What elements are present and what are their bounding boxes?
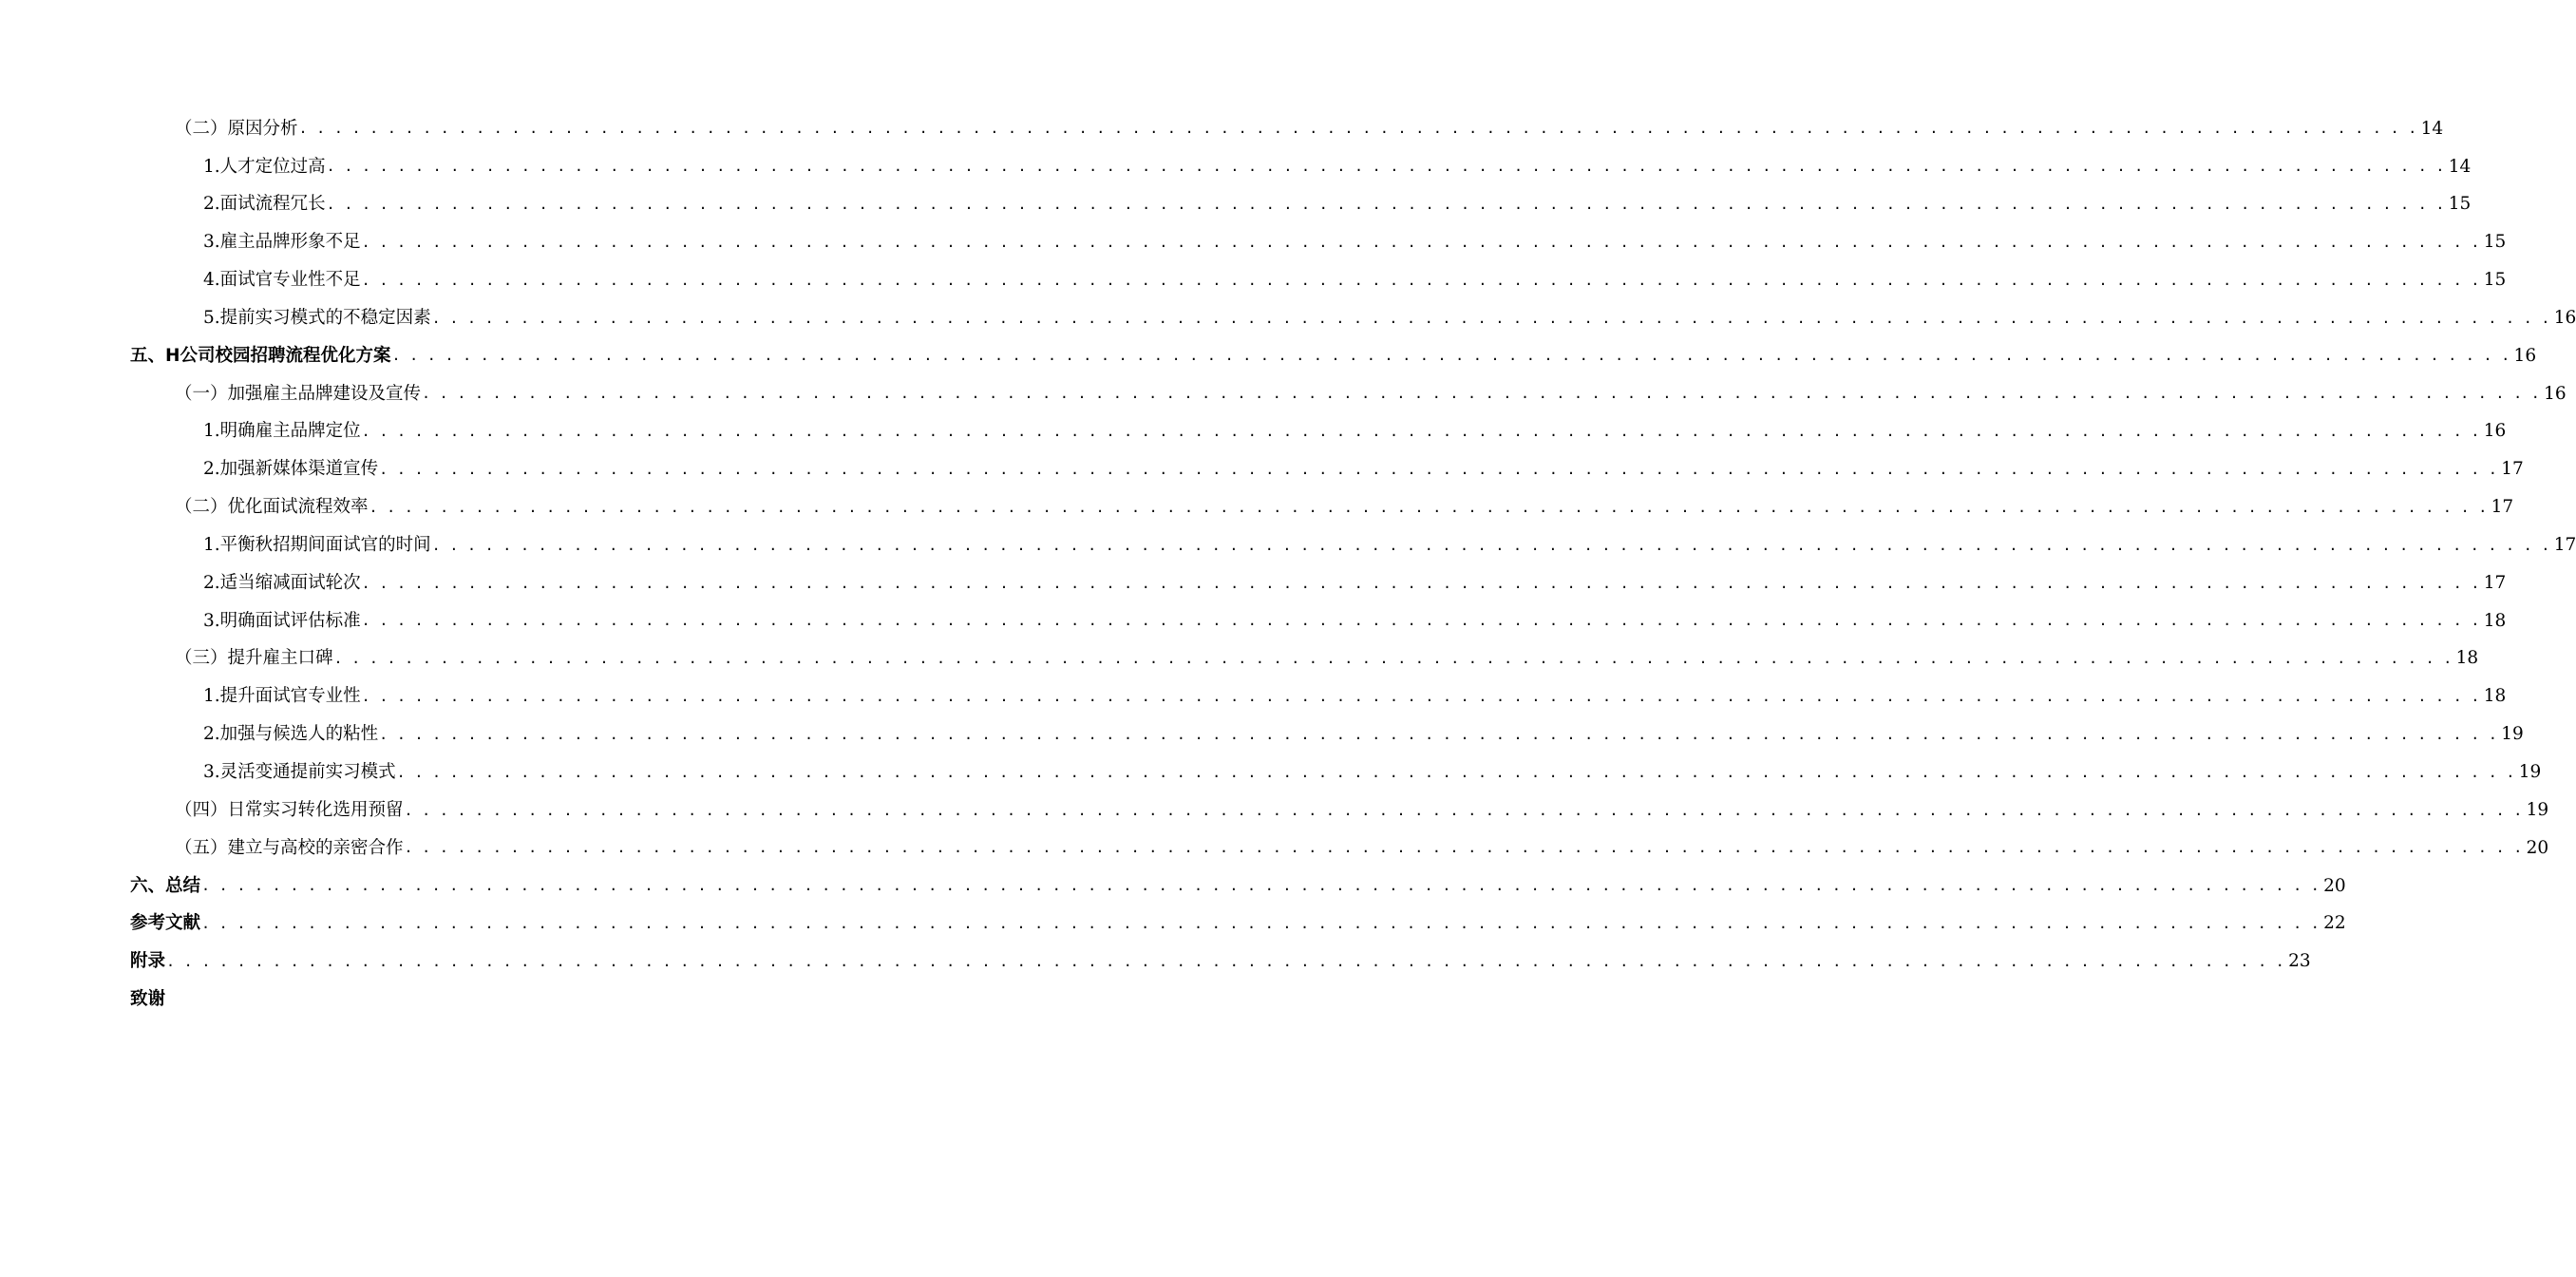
dot-leader: . . . . . . . . . . . . . . . . . . . . . . . . . . . . . . . . . . . . . . . . . . . . . . . . . . . . . . . . . . . . . . . . . . . . . . . . . . . . . . . . . . . . . . . . . . . . . . . . . . . . . . . . . . . . . . . . . . . . . . . .	[201, 877, 2320, 895]
dot-leader: . . . . . . . . . . . . . . . . . . . . . . . . . . . . . . . . . . . . . . . . . . . . . . . . . . . . . . . . . . . . . . . . . . . . . . . . . . . . . . . . . . . . . . . . . . . . . . . . . . . . . . . . . . . . . . . . . . . . . . . .	[422, 385, 2541, 403]
toc-entry-page-number: 17	[2553, 534, 2576, 555]
toc-entry-page-number: 20	[2526, 837, 2549, 858]
toc-entry[interactable]	[0, 829, 2549, 867]
toc-entry-title: 1.明确雇主品牌定位	[203, 421, 361, 442]
dot-leader: . . . . . . . . . . . . . . . . . . . . . . . . . . . . . . . . . . . . . . . . . . . . . . . . . . . . . . . . . . . . . . . . . . . . . . . . . . . . . . . . . . . . . . . . . . . . . . . . . . . . . . . . . . . . . . . . . . . . . . . .	[404, 839, 2523, 857]
toc-entry-page-number: 16	[2553, 307, 2576, 328]
toc-entry[interactable]	[0, 564, 2507, 602]
toc-entry[interactable]	[0, 261, 2507, 299]
toc-entry-title: （五）建立与高校的亲密合作	[175, 837, 404, 858]
toc-entry[interactable]	[0, 451, 2524, 489]
dot-leader: . . . . . . . . . . . . . . . . . . . . . . . . . . . . . . . . . . . . . . . . . . . . . . . . . . . . . . . . . . . . . . . . . . . . . . . . . . . . . . . . . . . . . . . . . . . . . . . . . . . . . . . . . . . . . . . . . . . . . . . .	[333, 650, 2453, 668]
toc-entry-page-number: 16	[2513, 345, 2537, 366]
toc-entry[interactable]	[0, 526, 2576, 564]
dot-leader: . . . . . . . . . . . . . . . . . . . . . . . . . . . . . . . . . . . . . . . . . . . . . . . . . . . . . . . . . . . . . . . . . . . . . . . . . . . . . . . . . . . . . . . . . . . . . . . . . . . . . . . . . . . . . . . . . . . . . . . .	[201, 915, 2320, 933]
toc-entry-title: （三）提升雇主口碑	[175, 648, 333, 669]
dot-leader: . . . . . . . . . . . . . . . . . . . . . . . . . . . . . . . . . . . . . . . . . . . . . . . . . . . . . . . . . . . . . . . . . . . . . . . . . . . . . . . . . . . . . . . . . . . . . . . . . . . . . . . . . . . . . . . . . . . . . . . .	[391, 347, 2510, 365]
toc-entry-title: （二）原因分析	[175, 118, 298, 139]
dot-leader: . . . . . . . . . . . . . . . . . . . . . . . . . . . . . . . . . . . . . . . . . . . . . . . . . . . . . . . . . . . . . . . . . . . . . . . . . . . . . . . . . . . . . . . . . . . . . . . . . . . . . . . . . . . . . . . . . . . . . . . .	[361, 423, 2480, 441]
toc-entry-page-number: 15	[2448, 194, 2472, 215]
dot-leader: . . . . . . . . . . . . . . . . . . . . . . . . . . . . . . . . . . . . . . . . . . . . . . . . . . . . . . . . . . . . . . . . . . . . . . . . . . . . . . . . . . . . . . . . . . . . . . . . . . . . . . . . . . . . . . . . . . . . . . . .	[326, 196, 2445, 214]
toc-entry-page-number: 15	[2483, 270, 2507, 291]
dot-leader: . . . . . . . . . . . . . . . . . . . . . . . . . . . . . . . . . . . . . . . . . . . . . . . . . . . . . . . . . . . . . . . . . . . . . . . . . . . . . . . . . . . . . . . . . . . . . . . . . . . . . . . . . . . . . . . . . . . . . . . .	[298, 120, 2417, 138]
toc-entry-page-number: 14	[2448, 156, 2472, 177]
dot-leader: . . . . . . . . . . . . . . . . . . . . . . . . . . . . . . . . . . . . . . . . . . . . . . . . . . . . . . . . . . . . . . . . . . . . . . . . . . . . . . . . . . . . . . . . . . . . . . . . . . . . . . . . . . . . . . . . . . . . . . . .	[361, 612, 2480, 630]
toc-entry-page-number: 18	[2455, 648, 2479, 669]
toc-entry[interactable]	[0, 640, 2479, 678]
toc-entry-title: 3.雇主品牌形象不足	[203, 232, 361, 253]
toc-entry[interactable]	[0, 186, 2472, 224]
dot-leader: . . . . . . . . . . . . . . . . . . . . . . . . . . . . . . . . . . . . . . . . . . . . . . . . . . . . . . . . . . . . . . . . . . . . . . . . . . . . . . . . . . . . . . . . . . . . . . . . . . . . . . . . . . . . . . . . . . . . . . . .	[166, 952, 2285, 970]
dot-leader: . . . . . . . . . . . . . . . . . . . . . . . . . . . . . . . . . . . . . . . . . . . . . . . . . . . . . . . . . . . . . . . . . . . . . . . . . . . . . . . . . . . . . . . . . . . . . . . . . . . . . . . . . . . . . . . . . . . . . . . .	[404, 801, 2523, 819]
dot-leader: . . . . . . . . . . . . . . . . . . . . . . . . . . . . . . . . . . . . . . . . . . . . . . . . . . . . . . . . . . . . . . . . . . . . . . . . . . . . . . . . . . . . . . . . . . . . . . . . . . . . . . . . . . . . . . . . . . . . . . . .	[431, 309, 2550, 327]
toc-entry-title: 3.灵活变通提前实习模式	[203, 762, 396, 783]
toc-entry-page-number: 19	[2501, 724, 2524, 745]
dot-leader: . . . . . . . . . . . . . . . . . . . . . . . . . . . . . . . . . . . . . . . . . . . . . . . . . . . . . . . . . . . . . . . . . . . . . . . . . . . . . . . . . . . . . . . . . . . . . . . . . . . . . . . . . . . . . . . . . . . . . . . .	[361, 574, 2480, 592]
toc-entry-page-number: 14	[2420, 118, 2444, 139]
toc-entry[interactable]	[0, 981, 902, 1019]
dot-leader: . . . . . . . . . . . . . . . . . . . . . . . . . . . . . . . . . . . . . . . . . . . . . . . . . . . . . . . . . . . . . . . . . . . . . . . . . . . . . . . . . . . . . . . . . . . . . . . . . . . . . . . . . . . . . . . . . . . . . . . .	[379, 461, 2498, 479]
dot-leader: . . . . . . . . . . . . . . . . . . . . . . . . . . . . . . . . . . . . . . . . . . . . . . . . . . . . . . . . . . . . . . . . . . . . . . . . . . . . . . . . . . . . . . . . . . . . . . . . . . . . . . . . . . . . . . . . . . . . . . . .	[369, 498, 2488, 516]
toc-entry[interactable]	[0, 716, 2524, 754]
toc-entry[interactable]	[0, 224, 2507, 262]
toc-entry[interactable]	[0, 413, 2507, 451]
toc-entry-page-number: 15	[2483, 232, 2507, 253]
toc-entry-title: 4.面试官专业性不足	[203, 270, 361, 291]
toc-entry-page-number: 16	[2483, 421, 2507, 442]
toc-entry-page-number: 19	[2526, 799, 2549, 820]
toc-entry-page-number: 17	[2491, 497, 2514, 518]
toc-entry-page-number: 17	[2483, 572, 2507, 593]
toc-entry-page-number: 18	[2483, 610, 2507, 631]
toc-entry-title: 参考文献	[130, 913, 201, 934]
dot-leader: . . . . . . . . . . . . . . . . . . . . . . . . . . . . . . . . . . . . . . . . . . . . . . . . . . . . . . . . . . . . . . . . . . . . . . . . . . . . . . . . . . . . . . . . . . . . . . . . . . . . . . . . . . . . . . . . . . . . . . . .	[361, 271, 2480, 289]
toc-entry[interactable]	[0, 148, 2472, 186]
dot-leader: . . . . . . . . . . . . . . . . . . . . . . . . . . . . . . . . . . . . . . . . . . . . . . . . . . . . . . . . . . . . . . . . . . . . . . . . . . . . . . . . . . . . . . . . . . . . . . . . . . . . . . . . . . . . . . . . . . . . . . . .	[361, 233, 2480, 251]
toc-entry-title: 1.提升面试官专业性	[203, 686, 361, 707]
toc-entry-title: 六、总结	[130, 875, 201, 896]
toc-entry-page-number: 20	[2323, 875, 2346, 896]
dot-leader: . . . . . . . . . . . . . . . . . . . . . . . . . . . . . . . . . . . . . . . . . . . . . . . . . . . . . . . . . . . . . . . . . . . . . . . . . . . . . . . . . . . . . . . . . . . . . . . . . . . . . . . . . . . . . . . . . . . . . . . .	[396, 763, 2515, 781]
toc-entry-page-number: 22	[2323, 913, 2346, 934]
dot-leader: . . . . . . . . . . . . . . . . . . . . . . . . . . . . . . . . . . . . . . . . . . . . . . . . . . . . . . . . . . . . . . . . . . . . . . . . . . . . . . . . . . . . . . . . . . . . . . . . . . . . . . . . . . . . . . . . . . . . . . . .	[326, 158, 2445, 176]
toc-entry-title: 1.人才定位过高	[203, 156, 326, 177]
toc-entry[interactable]	[0, 943, 2311, 982]
toc-entry-title: （四）日常实习转化选用预留	[175, 799, 404, 820]
toc-entry-title: 2.加强与候选人的粘性	[203, 724, 379, 745]
toc-entry[interactable]	[0, 753, 2542, 791]
toc-entry-title: 2.适当缩减面试轮次	[203, 572, 361, 593]
toc-entry[interactable]	[0, 110, 2444, 148]
toc-entry-title: 3.明确面试评估标准	[203, 610, 361, 631]
toc-entry-title: 致谢	[130, 989, 166, 1010]
toc-entry-title: 2.加强新媒体渠道宣传	[203, 459, 379, 480]
toc-entry[interactable]	[0, 299, 2576, 337]
toc-entry[interactable]	[0, 337, 2537, 375]
table-of-contents	[0, 110, 2576, 1019]
toc-entry-title: 2.面试流程冗长	[203, 194, 326, 215]
toc-entry-page-number: 18	[2483, 686, 2507, 707]
toc-entry[interactable]	[0, 678, 2507, 716]
toc-entry-title: （一）加强雇主品牌建设及宣传	[175, 383, 422, 404]
toc-entry-title: 附录	[130, 951, 166, 972]
toc-entry-title: 5.提前实习模式的不稳定因素	[203, 307, 431, 328]
toc-entry-page-number: 16	[2544, 383, 2567, 404]
toc-entry[interactable]	[0, 905, 2346, 943]
toc-entry-page-number: 23	[2288, 951, 2311, 972]
dot-leader: . . . . . . . . . . . . . . . . . . . . . . . . . . . . . . . . . . . . . . . . . . . . . . . . . . . . . . . . . . . . . . . . . . . . . . . . . . . . . . . . . . . . . . . . . . . . . . . . . . . . . . . . . . . . . . . . . . . . . . . .	[379, 725, 2498, 743]
toc-entry[interactable]	[0, 488, 2514, 526]
toc-entry-page-number: 19	[2518, 762, 2542, 783]
toc-entry[interactable]	[0, 602, 2507, 640]
toc-entry[interactable]	[0, 375, 2567, 413]
toc-entry-title: 五、H公司校园招聘流程优化方案	[130, 345, 391, 366]
toc-entry[interactable]	[0, 867, 2346, 905]
dot-leader: . . . . . . . . . . . . . . . . . . . . . . . . . . . . . . . . . . . . . . . . . . . . . . . . . . . . . . . . . . . . . . . . . . . . . . . . . . . . . . . . . . . . . . . . . . . . . . . . . . . . . . . . . . . . . . . . . . . . . . . .	[431, 536, 2550, 554]
toc-entry-title: （二）优化面试流程效率	[175, 497, 369, 518]
toc-entry[interactable]	[0, 791, 2549, 829]
dot-leader: . . . . . . . . . . . . . . . . . . . . . . . . . . . . . . . . . . . . . . . . . . . . . . . . . . . . . . . . . . . . . . . . . . . . . . . . . . . . . . . . . . . . . . . . . . . . . . . . . . . . . . . . . . . . . . . . . . . . . . . .	[361, 688, 2480, 706]
toc-entry-title: 1.平衡秋招期间面试官的时间	[203, 534, 431, 555]
toc-entry-page-number: 17	[2501, 459, 2524, 480]
